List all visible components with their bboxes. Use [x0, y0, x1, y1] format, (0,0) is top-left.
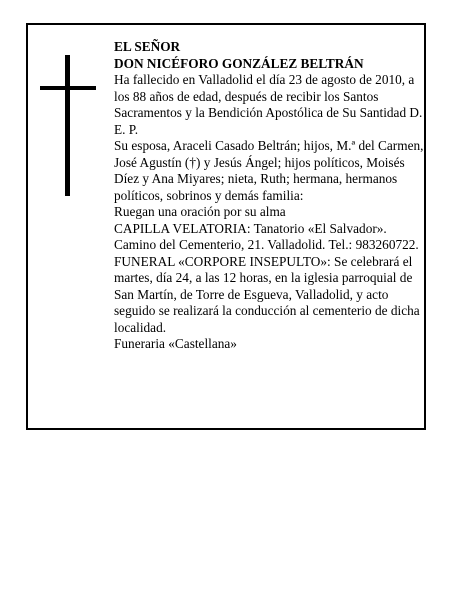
deceased-name: DON NICÉFORO GONZÁLEZ BELTRÁN	[114, 55, 364, 71]
funeral-paragraph: FUNERAL «CORPORE INSEPULTO»: Se celebrará el martes, día 24, a las 12 horas, en la iglesia parroquial de San Martín, de Torre de Esgueva, Valladolid, y acto seguido se realizará la conducción al cementerio de dicha localidad.	[114, 253, 420, 335]
cross-vertical-bar	[65, 55, 70, 196]
prayer-line: Ruegan una oración por su alma	[114, 204, 286, 219]
obituary-text	[114, 39, 426, 353]
title-line: EL SEÑOR	[114, 39, 181, 54]
funeral-home-line: Funeraria «Castellana»	[114, 336, 237, 351]
family-paragraph: Su esposa, Araceli Casado Beltrán; hijos, M.ª del Carmen, José Agustín (†) y Jesús Ángel; hijos políticos, Moisés Díez y Ana Miyares; nieta, Ruth; hermana, hermanos políticos, sobrinos y demás familia:	[114, 138, 424, 203]
wake-paragraph: CAPILLA VELATORIA: Tanatorio «El Salvador». Camino del Cementerio, 21. Valladolid. Tel.: 983260722.	[114, 220, 419, 252]
death-paragraph: Ha fallecido en Valladolid el día 23 de agosto de 2010, a los 88 años de edad, después de recibir los Santos Sacramentos y la Bendición Apostólica de Su Santidad D. E. P.	[114, 72, 423, 137]
cross-horizontal-bar	[40, 86, 96, 90]
